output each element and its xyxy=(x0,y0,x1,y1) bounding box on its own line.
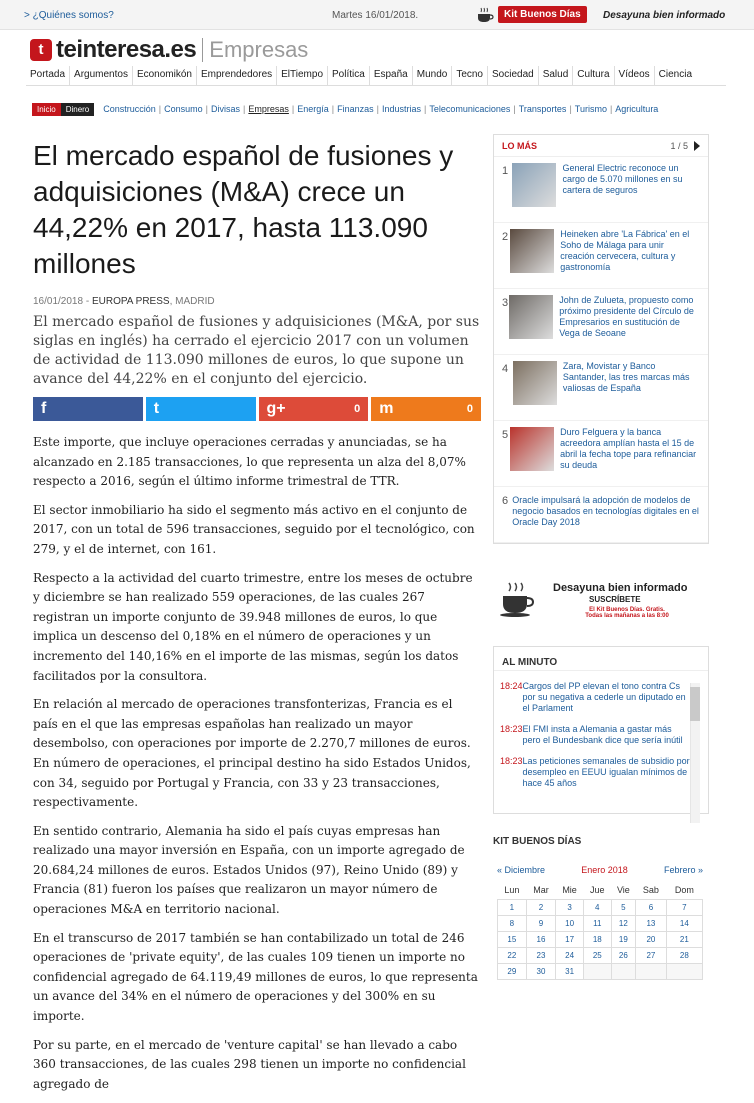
subnav-link[interactable]: Consumo xyxy=(164,104,203,114)
calendar-week xyxy=(498,899,703,915)
al-minuto-title: AL MINUTO xyxy=(494,647,708,671)
nav-item[interactable]: Emprendedores xyxy=(197,66,277,86)
calendar-nav xyxy=(497,865,703,875)
sub-nav xyxy=(32,101,661,117)
separator: | xyxy=(376,104,379,114)
calendar-day[interactable]: 19 xyxy=(611,931,636,947)
subnav-link[interactable]: Telecomunicaciones xyxy=(429,104,511,114)
calendar-day[interactable]: 21 xyxy=(666,931,702,947)
promo-detail-line: Todas las mañanas a las 8:00 xyxy=(585,613,669,619)
subnav-link[interactable]: Transportes xyxy=(518,104,567,114)
article-place: , MADRID xyxy=(169,296,215,307)
coffee-cup-icon xyxy=(499,580,537,618)
calendar-day[interactable]: 25 xyxy=(583,947,611,963)
section-name: Empresas xyxy=(209,37,309,62)
article-paragraph: Por su parte, en el mercado de 'venture capital' se han llevado a cabo 360 transacciones, de las cuales 298 tienen un importe no confidencial agregado de xyxy=(33,1037,466,1091)
site-logo[interactable] xyxy=(30,36,308,64)
googleplus-count: 0 xyxy=(354,403,361,415)
coffee-cup-icon xyxy=(476,6,494,24)
news-item[interactable] xyxy=(500,756,690,789)
weekday-label: Sab xyxy=(642,884,659,895)
calendar-day[interactable]: 3 xyxy=(556,899,584,915)
calendar-day[interactable]: 1 xyxy=(498,899,527,915)
news-thumbnail[interactable] xyxy=(510,427,554,471)
article-body xyxy=(33,433,481,1094)
promo-details xyxy=(577,607,677,619)
nav-item[interactable]: Cultura xyxy=(573,66,614,86)
breadcrumb-pill[interactable]: Inicio xyxy=(32,103,61,116)
calendar-week xyxy=(498,931,703,947)
calendar-week xyxy=(498,947,703,963)
nav-item[interactable]: Tecno xyxy=(452,66,488,86)
lo-mas-pager xyxy=(670,141,700,151)
prev-month-link[interactable]: « Diciembre xyxy=(497,865,546,875)
separator: | xyxy=(158,104,162,114)
weekday-label: Mie xyxy=(562,884,577,895)
lo-mas-item[interactable] xyxy=(494,421,708,487)
calendar-day[interactable]: 22 xyxy=(498,947,527,963)
al-minuto-list xyxy=(500,681,690,799)
lo-mas-item[interactable] xyxy=(494,355,708,421)
calendar-day[interactable]: 8 xyxy=(498,915,527,931)
calendar-days xyxy=(498,899,703,979)
logo-divider xyxy=(202,38,203,62)
nav-item[interactable]: Política xyxy=(328,66,370,86)
news-item[interactable] xyxy=(500,724,690,746)
nav-item[interactable]: Salud xyxy=(539,66,574,86)
subnav-link[interactable]: Divisas xyxy=(211,104,241,114)
calendar-day[interactable]: 7 xyxy=(666,899,702,915)
sidebar xyxy=(493,134,709,980)
subnav-link[interactable]: Industrias xyxy=(381,104,422,114)
calendar-week xyxy=(498,963,703,979)
meneame-count: 0 xyxy=(466,403,473,415)
news-time: 18:24 xyxy=(500,681,523,691)
article-paragraph: Este importe, que incluye operaciones cerradas y anunciadas, se ha alcanzado en 2.185 transacciones, lo que representa un alza del 8,07% respecto a 2016, según el último informe trimestral de TTR. xyxy=(33,435,466,489)
calendar-day[interactable]: 26 xyxy=(611,947,636,963)
weekday-label: Lun xyxy=(504,884,520,895)
calendar-day[interactable]: 31 xyxy=(556,963,584,979)
promo-title: Desayuna bien informado xyxy=(553,582,688,594)
article-paragraph: En el transcurso de 2017 también se han contabilizado un total de 246 operaciones de 'private equity', de las cuales 109 tienen un importe no confidencial agregado de 64.119,49 millones de euros, lo que representa un avance del 34% en el número de operaciones y del 300% en su importe. xyxy=(33,930,478,1024)
kit-buenos-dias-button[interactable]: Kit Buenos Días xyxy=(498,6,587,23)
subnav-link[interactable]: Empresas xyxy=(248,104,289,114)
news-item[interactable] xyxy=(500,681,690,714)
weekday-label: Mar xyxy=(533,884,549,895)
item-number: 5 xyxy=(502,429,509,441)
facebook-icon: f xyxy=(41,400,47,417)
item-number: 3 xyxy=(502,297,509,309)
article-source: EUROPA PRESS xyxy=(91,296,170,307)
news-thumbnail[interactable] xyxy=(509,295,553,339)
news-time: 18:23 xyxy=(500,724,523,734)
item-headline[interactable]: Heineken abre 'La Fábrica' en el Soho de Málaga para unir creación cervecera, cultura y gastronomía xyxy=(560,229,690,272)
twitter-share-button[interactable] xyxy=(146,397,256,421)
lo-mas-item[interactable] xyxy=(494,289,708,355)
article-title: El mercado español de fusiones y adquisiciones (M&A) crece un 44,22% en 2017, hasta 113.090 millones xyxy=(33,140,454,279)
article-date: 16/01/2018 xyxy=(33,296,84,307)
weekday-label: Jue xyxy=(590,884,605,895)
promo-subscribe-link[interactable]: SUSCRÍBETE xyxy=(589,595,641,604)
calendar-day[interactable]: 28 xyxy=(666,947,702,963)
separator: | xyxy=(205,104,209,114)
article-meta xyxy=(33,296,481,307)
calendar-day xyxy=(583,963,611,979)
slogan: Desayuna bien informado xyxy=(603,10,726,21)
item-number: 6 xyxy=(502,495,509,507)
nav-item[interactable]: Ciencia xyxy=(658,69,693,80)
calendar-day[interactable]: 27 xyxy=(636,947,667,963)
main-nav xyxy=(26,66,726,86)
news-thumbnail[interactable] xyxy=(512,163,556,207)
googleplus-share-button[interactable] xyxy=(259,397,369,421)
separator: | xyxy=(243,104,246,114)
news-time: 18:23 xyxy=(500,756,523,766)
item-headline[interactable]: Duro Felguera y la banca acreedora amplían hasta el 15 de abril la fecha tope para refinanciar su deuda xyxy=(560,427,697,470)
meneame-icon: m xyxy=(379,400,394,417)
weekday-label: Dom xyxy=(674,884,694,895)
brand-name: teinteresa.es xyxy=(56,36,197,63)
calendar-day xyxy=(611,963,636,979)
nav-item[interactable]: ElTiempo xyxy=(277,66,328,86)
lo-mas-widget xyxy=(493,134,709,544)
separator: | xyxy=(291,104,295,114)
googleplus-icon: g+ xyxy=(266,400,286,417)
lo-mas-item[interactable] xyxy=(494,487,708,543)
lo-mas-list xyxy=(494,157,708,543)
lo-mas-header xyxy=(494,135,708,157)
item-number: 1 xyxy=(502,165,509,177)
newsletter-promo[interactable] xyxy=(493,574,709,634)
article xyxy=(33,138,481,1103)
nav-item[interactable]: Economikón xyxy=(133,66,197,86)
nav-item[interactable]: Vídeos xyxy=(615,66,655,86)
calendar-grid xyxy=(497,881,703,980)
calendar-day xyxy=(636,963,667,979)
article-lead: El mercado español de fusiones y adquisiciones (M&A, por sus siglas en inglés) ha cerrado el ejercicio 2017 con un volumen de actividad de 113.090 millones de euros, lo que supone un avance del 44,22% en el conjunto del ejercicio. xyxy=(33,314,480,387)
article-paragraph: El sector inmobiliario ha sido el segmento más activo en el conjunto de 2017, con un total de 596 transacciones, seguido por el tecnológico, con 279, y el de internet, con 161. xyxy=(33,502,475,556)
news-headline[interactable]: Las peticiones semanales de subsidio por desempleo en EEUU igualan mínimos de hace 45 años xyxy=(522,756,690,788)
facebook-share-button[interactable] xyxy=(33,397,143,421)
calendar-day[interactable]: 18 xyxy=(583,931,611,947)
calendar-day[interactable]: 12 xyxy=(611,915,636,931)
calendar-week xyxy=(498,915,703,931)
nav-item[interactable]: Argumentos xyxy=(70,66,133,86)
nav-item[interactable]: Mundo xyxy=(413,66,453,86)
meneame-share-button[interactable] xyxy=(371,397,481,421)
calendar-day[interactable]: 29 xyxy=(498,963,527,979)
logo-mark-icon: t xyxy=(30,39,52,61)
calendar-day[interactable]: 15 xyxy=(498,931,527,947)
article-paragraph: En sentido contrario, Alemania ha sido el país cuyas empresas han realizado una mayor inversión en España, con un importe agregado de 20.684,24 millones de euros. Estados Unidos (97), Reino Unido (89) y Francia (81) fueron los países que realizaron un mayor número de operaciones M&A en territorio nacional. xyxy=(33,823,465,917)
news-headline[interactable]: Cargos del PP elevan el tono contra Cs por su negativa a cederle un diputado en el Parlament xyxy=(522,681,686,713)
news-thumbnail[interactable] xyxy=(510,229,554,273)
subnav-link[interactable]: Turismo xyxy=(574,104,607,114)
social-share-bar xyxy=(33,397,481,421)
calendar-day xyxy=(666,963,702,979)
meta-separator: - xyxy=(83,296,92,307)
item-number: 2 xyxy=(502,231,509,243)
breadcrumb-pill[interactable]: Dinero xyxy=(61,103,95,116)
twitter-icon: t xyxy=(153,400,160,417)
current-month: Enero 2018 xyxy=(581,865,628,875)
next-month-link[interactable]: Febrero » xyxy=(663,865,703,875)
calendar-day[interactable]: 17 xyxy=(556,931,584,947)
weekday-label: Vie xyxy=(616,884,630,895)
item-number: 4 xyxy=(502,363,509,375)
kit-buenos-dias-widget xyxy=(493,832,709,980)
calendar-day[interactable]: 6 xyxy=(636,899,667,915)
separator: | xyxy=(331,104,335,114)
news-thumbnail[interactable] xyxy=(513,361,557,405)
calendar-day[interactable]: 4 xyxy=(583,899,611,915)
lo-mas-item[interactable] xyxy=(494,157,708,223)
article-paragraph: En relación al mercado de operaciones transfonterizas, Francia es el país en el que las empresas españolas han realizado un mayor desembolso, con operaciones por importe de 2.270,7 millones de euros. En número de operaciones, el principal destino ha sido Estados Unidos, con 34, seguido por Portugal y Francia, con 33 y 23 transacciones, respectivamente. xyxy=(33,697,471,810)
promo-detail-line: El Kit Buenos Días. Gratis. xyxy=(589,607,665,613)
calendar-day[interactable]: 20 xyxy=(636,931,667,947)
item-headline[interactable]: General Electric reconoce un cargo de 5.070 millones en su cartera de seguros xyxy=(562,163,683,195)
top-bar xyxy=(0,0,754,30)
quienes-somos-link[interactable]: > ¿Quiénes somos? xyxy=(24,10,114,21)
article-paragraph: Respecto a la actividad del cuarto trimestre, entre los meses de octubre y diciembre se han realizado 559 operaciones, de las cuales 267 registran un importe conjunto de 39.948 millones de euros, lo que implica un descenso del 0,18% en el número de operaciones y un incremento del 140,16% en el importe de las mismas, según los datos facilitados por la consultora. xyxy=(33,570,473,683)
separator: | xyxy=(569,104,572,114)
current-date: Martes 16/01/2018. xyxy=(332,10,419,21)
calendar-day[interactable]: 16 xyxy=(526,931,556,947)
lo-mas-page: 1 / 5 xyxy=(670,140,688,151)
calendar-day[interactable]: 30 xyxy=(526,963,556,979)
item-headline[interactable]: Zara, Movistar y Banco Santander, las tres marcas más valiosas de España xyxy=(562,361,690,393)
item-headline[interactable]: Oracle impulsará la adopción de modelos de negocio basados en tecnologías digitales en el Oracle Day 2018 xyxy=(512,495,699,527)
calendar-day[interactable]: 11 xyxy=(583,915,611,931)
kit-title: KIT BUENOS DÍAS xyxy=(493,836,582,847)
calendar-day[interactable]: 10 xyxy=(556,915,584,931)
separator: | xyxy=(513,104,516,114)
calendar-weekdays xyxy=(498,881,703,899)
lo-mas-title: LO MÁS xyxy=(502,140,537,151)
news-headline[interactable]: El FMI insta a Alemania a gastar más pero el Bundesbank dice que sería inútil xyxy=(522,724,683,745)
calendar-day[interactable]: 24 xyxy=(556,947,584,963)
lo-mas-item[interactable] xyxy=(494,223,708,289)
calendar xyxy=(497,865,703,980)
scrollbar-thumb[interactable] xyxy=(690,687,700,721)
subnav-link[interactable]: Energía xyxy=(297,104,329,114)
nav-item[interactable]: Portada xyxy=(26,66,70,86)
item-headline[interactable]: John de Zulueta, propuesto como próximo presidente del Círculo de Empresarios en sustitución de Vega de Seoane xyxy=(559,295,694,338)
separator: | xyxy=(609,104,613,114)
calendar-day[interactable]: 9 xyxy=(526,915,556,931)
nav-item[interactable]: España xyxy=(370,66,413,86)
calendar-day[interactable]: 2 xyxy=(526,899,556,915)
subnav-link[interactable]: Finanzas xyxy=(337,104,374,114)
subnav-link[interactable]: Agricultura xyxy=(615,104,659,114)
calendar-day[interactable]: 5 xyxy=(611,899,636,915)
calendar-day[interactable]: 14 xyxy=(666,915,702,931)
calendar-day[interactable]: 23 xyxy=(526,947,556,963)
next-arrow-icon[interactable] xyxy=(694,141,700,151)
separator: | xyxy=(424,104,427,114)
al-minuto-widget xyxy=(493,646,709,814)
subnav-link[interactable]: Construcción xyxy=(103,104,156,114)
nav-item[interactable]: Sociedad xyxy=(488,66,539,86)
calendar-day[interactable]: 13 xyxy=(636,915,667,931)
